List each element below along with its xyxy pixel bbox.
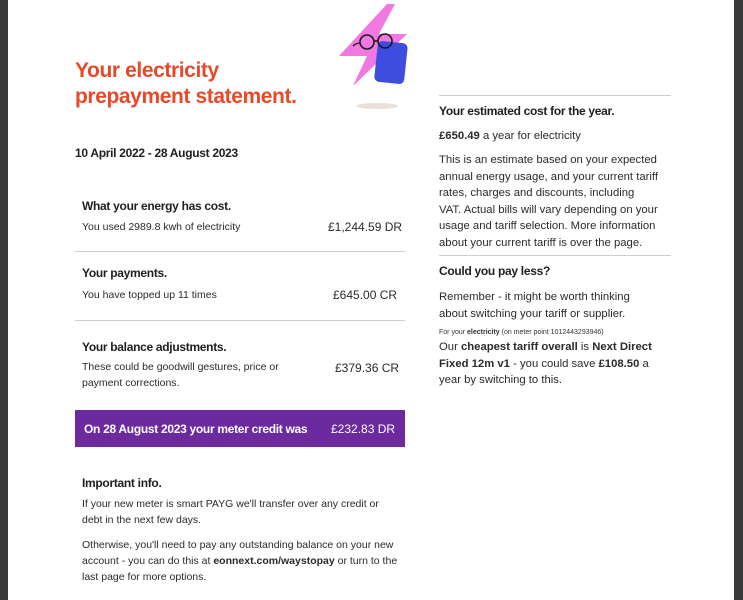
adjustments-text (82, 359, 279, 391)
divider (439, 255, 671, 256)
important-p2-line-3: last page for more options. (82, 571, 207, 583)
page-title (75, 58, 375, 110)
divider (439, 95, 671, 96)
pay-less-line-1: Remember - it might be worth thinking (439, 291, 630, 303)
tariff-name: Next Direct (592, 341, 652, 353)
meter-note-fuel: electricity (467, 329, 500, 336)
title-line-1: Your electricity (75, 59, 219, 82)
estimate-desc-line: annual energy usage, and your current tariff (439, 170, 658, 183)
payments-text: You have topped up 11 times (82, 289, 217, 301)
estimate-desc-line: rates, charges and discounts, including (439, 187, 635, 199)
tariff-saving: £108.50 (598, 357, 640, 370)
statement-date-range: 10 April 2022 - 28 August 2023 (75, 146, 238, 160)
tariff-text: Our (439, 341, 461, 353)
tariff-text-bold: cheapest tariff overall (460, 341, 578, 353)
adjustments-amount: £379.36 CR (335, 361, 400, 375)
adjustments-title: Your balance adjustments. (82, 340, 227, 354)
tariff-text: - you could save (509, 357, 599, 370)
tariff-name: Fixed 12m v1 (439, 357, 510, 370)
title-line-2: prepayment statement. (75, 85, 297, 108)
waystopay-link[interactable]: eonnext.com/waystopay (213, 555, 335, 567)
meter-credit-bar (75, 410, 405, 447)
meter-note-pre: For your (439, 329, 468, 336)
energy-cost-amount: £1,244.59 DR (328, 220, 403, 234)
meter-point-note (439, 329, 671, 336)
divider (75, 320, 405, 321)
energy-cost-title: What your energy has cost. (82, 199, 231, 213)
estimated-cost-description (439, 152, 671, 251)
meter-credit-amount: £232.83 DR (331, 422, 396, 436)
adjustments-text-line-2: payment corrections. (82, 377, 180, 389)
adjustments-text-line-1: These could be goodwill gestures, price or (82, 361, 279, 373)
estimate-desc-line: VAT. Actual bills will vary depending on your (439, 203, 658, 216)
estimate-desc-line: This is an estimate based on your expected (439, 154, 657, 166)
estimated-cost-amount: £650.49 (439, 130, 480, 142)
estimated-cost-suffix: a year for electricity (479, 130, 581, 142)
important-info-para-1 (82, 496, 379, 528)
payments-amount: £645.00 CR (333, 288, 398, 302)
lightning-mascot-icon (333, 2, 423, 119)
pay-less-line-2: about switching your tariff or supplier. (439, 307, 626, 320)
tariff-text: is (577, 341, 593, 353)
energy-usage-text: You used 2989.8 kwh of electricity (82, 221, 241, 233)
divider (75, 251, 405, 252)
statement-page (8, 0, 734, 600)
meter-credit-label: On 28 August 2023 your meter credit was (84, 422, 308, 436)
cheapest-tariff-text (439, 339, 671, 389)
important-info-title: Important info. (82, 476, 162, 490)
important-p2-line-1: Otherwise, you'll need to pay any outstanding balance on your new (82, 539, 394, 551)
estimated-cost-title: Your estimated cost for the year. (439, 104, 615, 118)
payments-title: Your payments. (82, 266, 167, 280)
pay-less-text (439, 289, 671, 322)
important-p2-line-2-pre: account - you can do this at (82, 555, 214, 567)
tariff-text: year by switching to this. (439, 374, 563, 386)
estimate-desc-line: usage and tariff selection. More information (439, 220, 656, 232)
important-info-para-2 (82, 537, 397, 585)
tariff-text: a (639, 357, 649, 370)
important-p1-line-2: debt in the next few days. (82, 514, 202, 526)
pay-less-title: Could you pay less? (439, 264, 550, 278)
estimated-cost-amount-line (439, 128, 671, 145)
meter-note-post: (on meter point 1012443293946) (499, 329, 604, 336)
important-p1-line-1: If your new meter is smart PAYG we'll transfer over any credit or (82, 498, 379, 510)
estimate-desc-line: about your current tariff is over the page. (439, 236, 643, 249)
important-p2-line-2-post: or turn to the (334, 555, 398, 567)
